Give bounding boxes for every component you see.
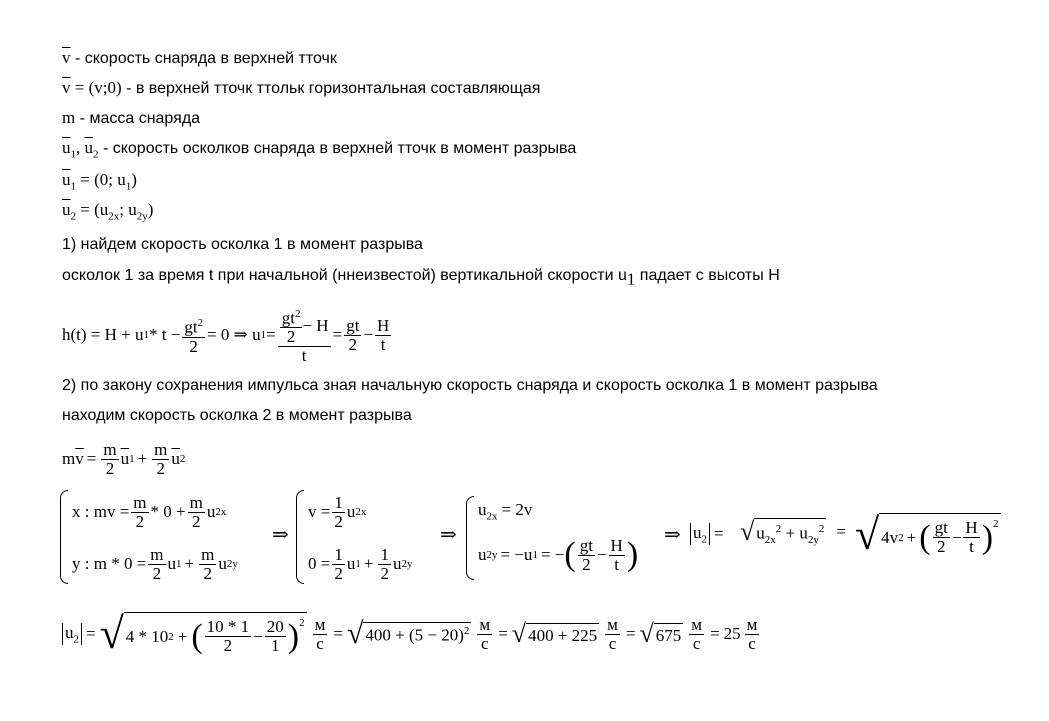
implies-arrow: ⇒: [440, 524, 457, 546]
eq-part: * t −: [149, 325, 181, 344]
line-mass: [62, 108, 200, 129]
line-velocity-def: [62, 48, 337, 69]
equation-height: h(t) = H + u 1 * t − $\frac{gt^2}{2}$ = 0 ⇒ u 1 = $gt^2$ 2 − H t = $\frac{gt}{2}$ − $\frac{H}{t}$: [62, 300, 393, 370]
brace-left: [466, 496, 474, 580]
text: - в верхней тточк ттольк горизонтальная составляющая: [121, 80, 541, 97]
system1-row-x: x : mv = $\frac{m}{2}$ * 0 + $\frac{m}{2}$ u 2x: [72, 492, 227, 531]
implies-arrow: ⇒: [272, 524, 289, 546]
sub: 1: [125, 180, 132, 193]
line-u1: $\overline{u}_1 = (0$; $u_1$): [62, 170, 137, 193]
text: - скорость снаряда в верхней тточк: [70, 50, 337, 67]
sub: 1: [143, 329, 149, 341]
brace-left: [296, 490, 304, 584]
implies-arrow: ⇒: [664, 524, 681, 546]
equation-momentum: m $\overline{v}$ = $\frac{m}{2}$ $\overline{u}$ 1 + $\frac{m}{2}$ $\overline{u}$ 2: [62, 439, 186, 478]
sqrt-components: √ $u_{2x}^2 + u_{2y}^2$ =: [740, 517, 846, 547]
v-vector: $\overline{v}$: [62, 78, 71, 97]
line-u2: $\overline{u}_2 = (u_{2x}$; $u_{2y}$): [62, 200, 154, 223]
m-symbol: m: [62, 108, 76, 127]
step2-subheading: находим скорость осколка 2 в момент разрыва: [62, 407, 412, 424]
sub: 2: [70, 210, 76, 223]
sub: 1: [70, 180, 76, 193]
text: = (0; u: [76, 170, 126, 189]
line-fragments: $\overline{u}_1$, $\overline{u}_2$ - скорость осколков снаряда в верхней тточк в момент разрыва: [62, 138, 577, 161]
fraction-gt-2: $\frac{gt}{2}$: [346, 315, 360, 354]
sub: 1: [626, 269, 636, 289]
sub: 1: [260, 329, 267, 341]
sub: 2y: [136, 210, 148, 223]
text: падает с высоты H: [635, 267, 780, 284]
fraction-big: $gt^2$ 2 − H t: [278, 305, 331, 366]
fraction-H-t: $\frac{H}{t}$: [377, 315, 390, 354]
magnitude-u2: $u_2$ =: [690, 514, 724, 554]
u-vector: $\overline{u}$: [84, 138, 93, 157]
v-vector: $\overline{v}$: [62, 48, 71, 67]
text: = (v;0): [70, 78, 122, 97]
line-velocity-horizontal: [62, 78, 540, 99]
step2-heading: 2) по закону сохранения импульса зная начальную скорость снаряда и скорость осколка 1 в момент разрыва: [62, 377, 878, 394]
sub: 2x: [108, 210, 120, 223]
sub: 1: [70, 148, 76, 161]
text: = (u: [76, 200, 109, 219]
eq-part: h(t) = H + u: [62, 325, 144, 344]
final-calculation: $u_2$ = √ 4 * 10 2 + ( 10 * 1 2 − $\frac{20}{1}$ ) $^2$ м с = √ $400 + (5 - 20)^2$ м с = √ 400 + 225 м с = √ 675 м с = 25 м с: [62, 604, 761, 664]
u-vector: $\overline{u}$: [62, 138, 71, 157]
sqrt-final-expr: √ 4v 2 + ( gt 2 − $\frac{H}{t}$ ) $^2$: [855, 510, 999, 559]
system3-row-u2x: $u_{2x} = 2v$: [478, 500, 533, 523]
fraction-gt2-2: $\frac{gt^2}{2}$: [182, 314, 205, 356]
system2-row-v: v = $\frac{1}{2}$ u 2x: [308, 492, 367, 531]
step1-description: [62, 265, 780, 289]
brace-left: [60, 490, 68, 584]
text: - масса снаряда: [75, 110, 201, 127]
eq-part: = 0 ⇒ u: [207, 325, 261, 344]
step1-heading: 1) найдем скорость осколка 1 в момент разрыва: [62, 236, 423, 253]
sub: 2: [93, 148, 99, 161]
text: - скорость осколков снаряда в верхней тточк в момент разрыва: [98, 140, 577, 157]
system2-row-zero: 0 = $\frac{1}{2}$ u 1 + $\frac{1}{2}$ u 2y: [308, 544, 413, 583]
u-vector: $\overline{u}$: [62, 200, 71, 219]
system1-row-y: y : m * 0 = $\frac{m}{2}$ u 1 + $\frac{m}{2}$ u 2y: [72, 544, 238, 583]
system3-row-u2y: u 2y = −u 1 = − ( gt 2 − $\frac{H}{t}$ ): [478, 535, 639, 574]
u-vector: $\overline{u}$: [62, 170, 71, 189]
text: осколок 1 за время t при начальной (ннеизвестой) вертикальной скорости u: [62, 267, 627, 284]
